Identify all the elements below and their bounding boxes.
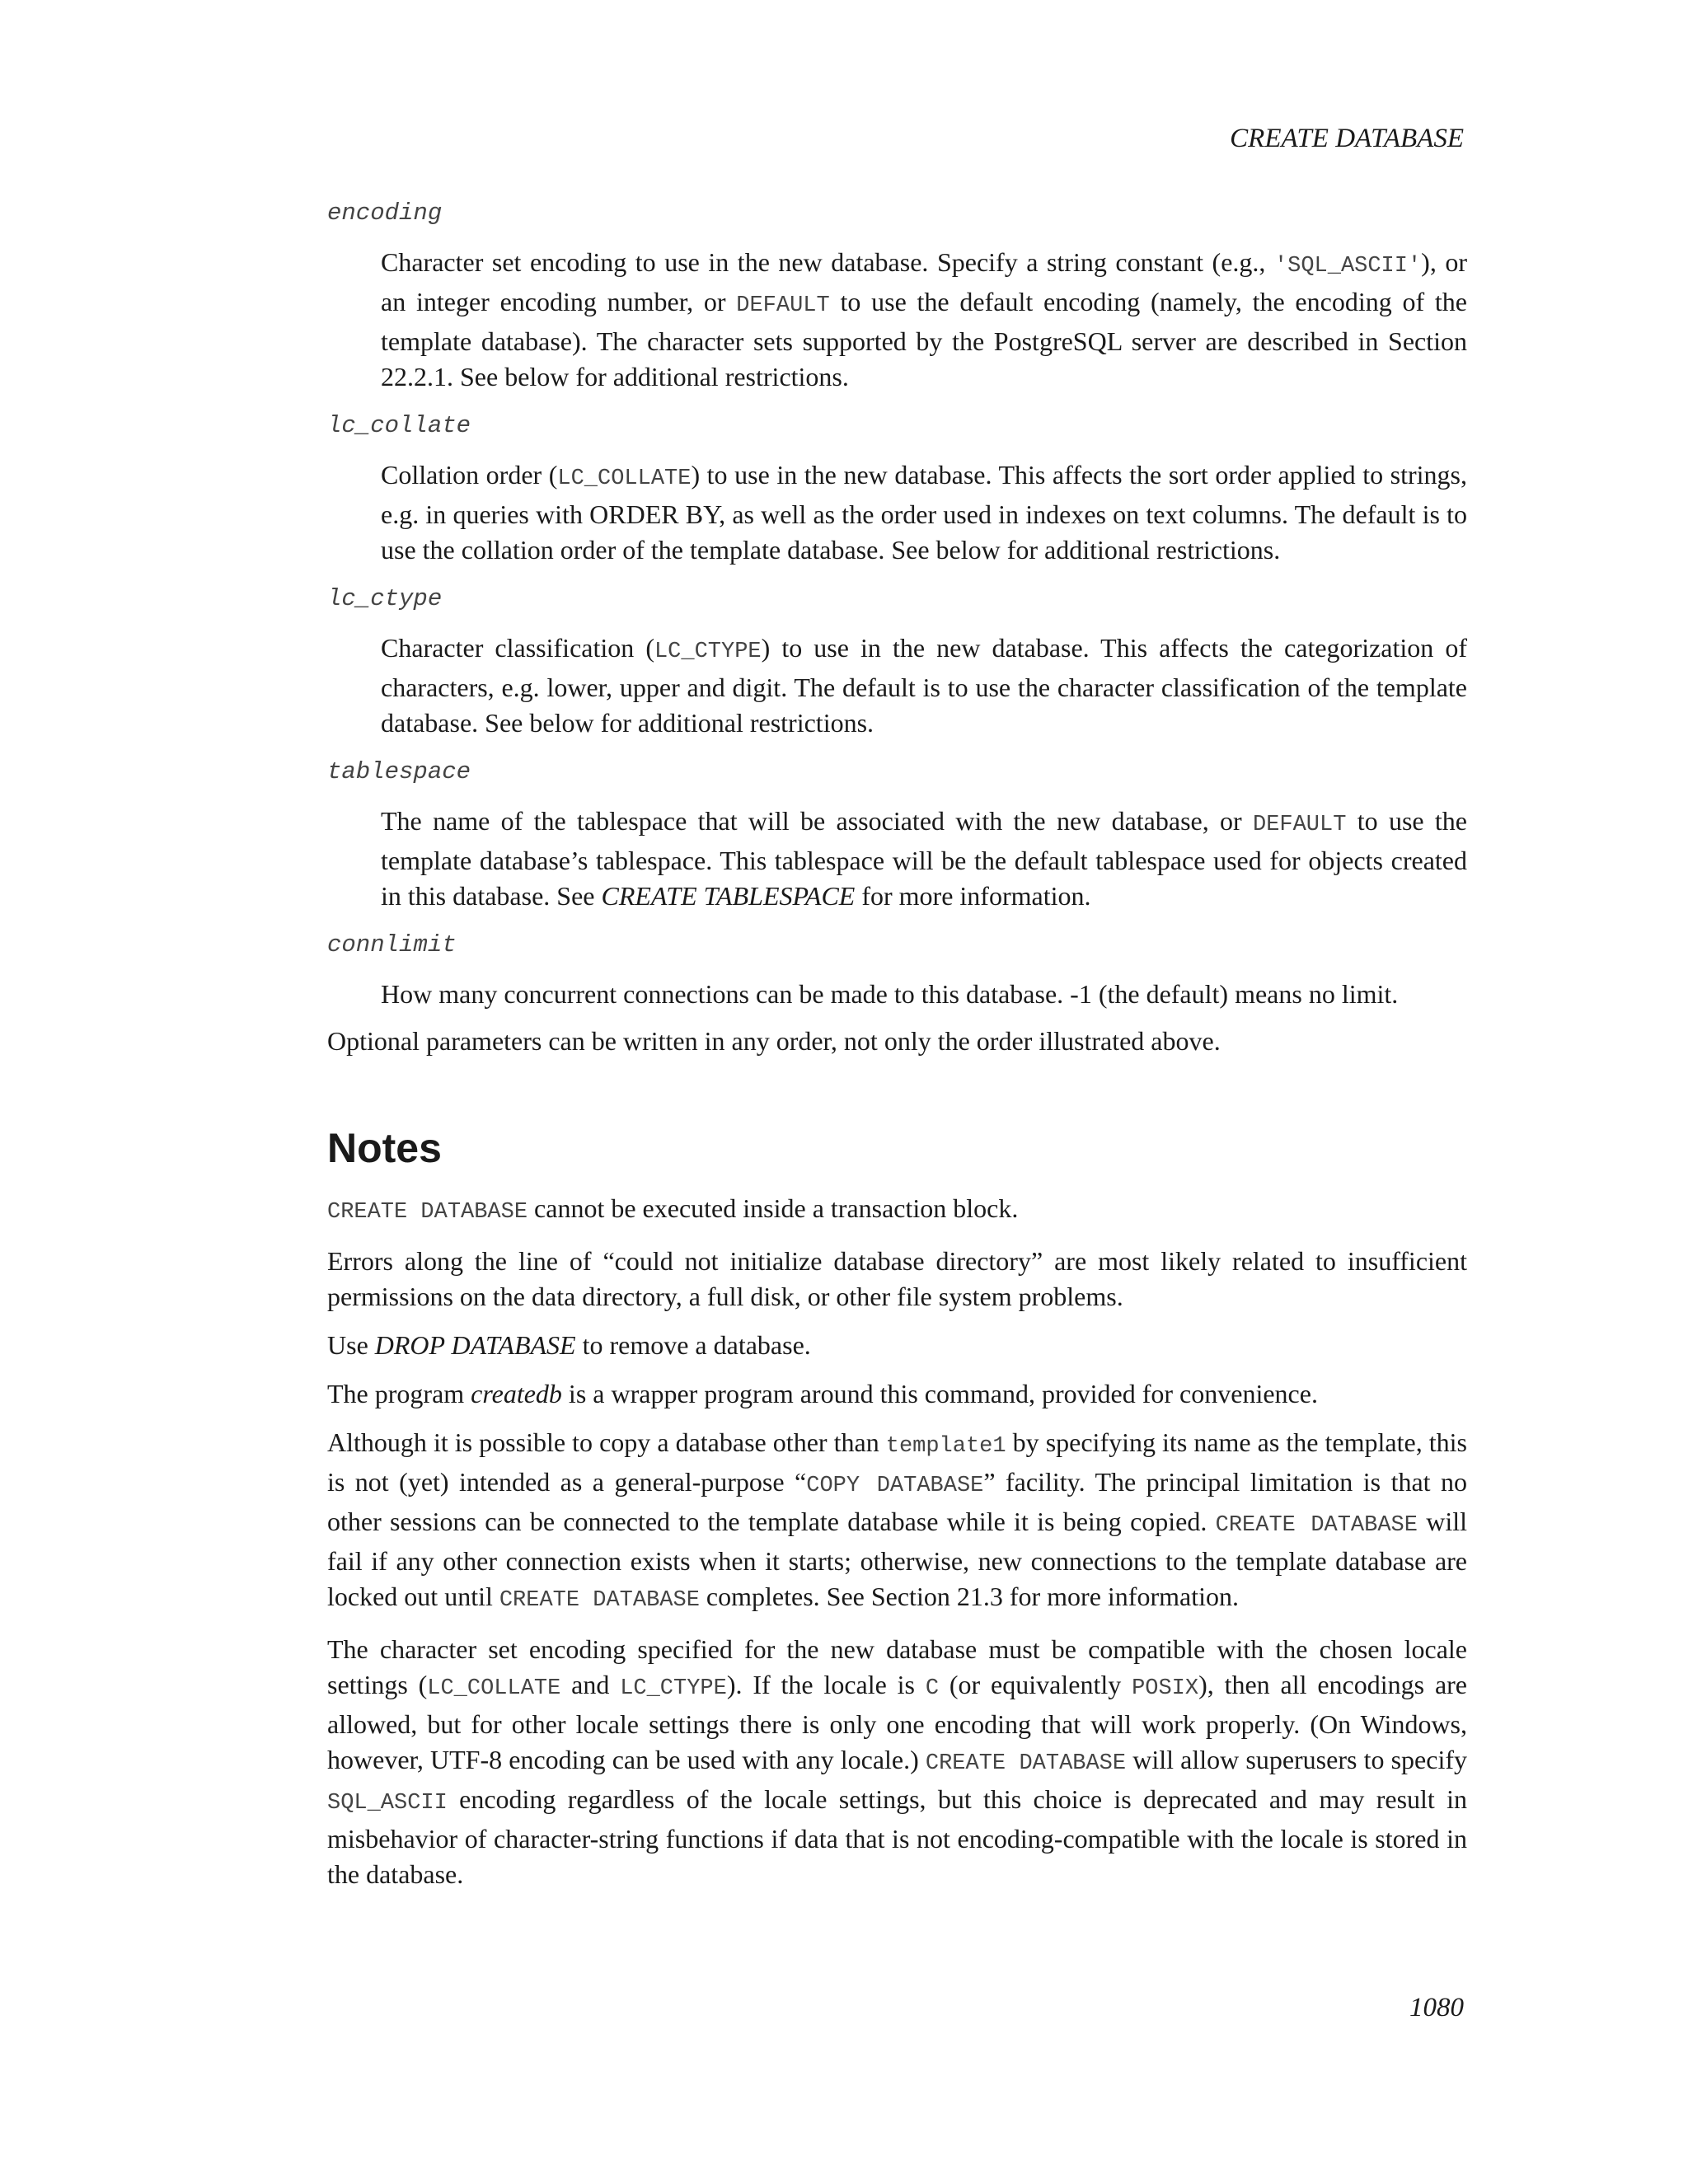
text-run: ), then all encodings are allowed, but for other locale settings there is only one encoding that will work properly. (On Windows, however, UTF-8 encoding can be used with any locale.) (327, 1670, 1467, 1774)
page-content (327, 194, 1467, 1905)
param-description (381, 804, 1467, 914)
text-run: to use the template database’s tablespace. This tablespace will be the default tablespace used for objects created in this database. See (381, 806, 1467, 911)
text-run: Character classification ( (381, 633, 654, 663)
text-run: cannot be executed inside a transaction block. (528, 1193, 1019, 1223)
text-run: by specifying its name as the template, this is not (yet) intended as a general-purpose “ (327, 1427, 1467, 1497)
notes-paragraph (327, 1328, 1467, 1363)
text-run: The name of the tablespace that will be associated with the new database, or (381, 806, 1253, 836)
inline-code: CREATE DATABASE (499, 1588, 700, 1613)
inline-code: CREATE DATABASE (1215, 1513, 1418, 1538)
text-run: for more information. (855, 881, 1091, 911)
text-run: How many concurrent connections can be made to this database. -1 (the default) means no limit. (381, 979, 1399, 1009)
text-run: to use the default encoding (namely, the encoding of the template database). The character sets supported by the PostgreSQL server are described in Section 22.2.1. See below for additional restrictions. (381, 287, 1468, 391)
text-run: The character set encoding specified for the new database must be compatible with the chosen locale settings ( (327, 1634, 1467, 1699)
inline-code: 'SQL_ASCII' (1273, 254, 1422, 279)
inline-code: LC_COLLATE (427, 1676, 561, 1701)
inline-code: template1 (885, 1434, 1006, 1459)
optional-params-note (327, 1024, 1467, 1059)
text-run: Use (327, 1330, 375, 1360)
text-run: Character set encoding to use in the new database. Specify a string constant (e.g., (381, 247, 1274, 277)
inline-code: COPY DATABASE (806, 1474, 984, 1498)
text-run: ) to use in the new database. This affects the categorization of characters, e.g. lower, upper and digit. The default is to use the character classification of the template database. See below for additional restrictions. (381, 633, 1468, 738)
inline-code: DEFAULT (736, 293, 830, 318)
inline-code: DEFAULT (1253, 813, 1347, 837)
inline-code: CREATE DATABASE (925, 1751, 1127, 1776)
notes-paragraph (327, 1632, 1467, 1892)
inline-code: SQL_ASCII (327, 1791, 448, 1816)
notes-paragraph (327, 1425, 1467, 1619)
param-description (381, 457, 1467, 568)
running-header: CREATE DATABASE (1230, 124, 1464, 153)
text-run: to remove a database. (575, 1330, 811, 1360)
italic-reference: DROP DATABASE (374, 1330, 576, 1360)
notes-paragraph (327, 1244, 1467, 1315)
text-run: ” facility. The principal limitation is that no other sessions can be connected to the template database while it is being copied. (327, 1467, 1468, 1536)
italic-reference: CREATE TABLESPACE (601, 881, 856, 911)
inline-code: C (925, 1676, 940, 1701)
param-term-connlimit: connlimit (327, 931, 457, 958)
param-description (381, 977, 1467, 1012)
inline-code: LC_CTYPE (620, 1676, 727, 1701)
parameter-list (327, 194, 1467, 1012)
inline-code: LC_CTYPE (654, 640, 762, 664)
param-description (381, 630, 1467, 741)
text-run: Collation order ( (381, 460, 558, 490)
inline-code: CREATE DATABASE (327, 1200, 528, 1225)
text-run: is a wrapper program around this command, provided for convenience. (561, 1379, 1318, 1408)
text-run: The program (327, 1379, 471, 1408)
param-term-lc-ctype: lc_ctype (327, 585, 443, 612)
italic-reference: createdb (471, 1379, 562, 1408)
text-run: will allow superusers to specify (1126, 1745, 1468, 1774)
text-run: Errors along the line of “could not initialize database directory” are most likely related to insufficient permissions on the data directory, a full disk, or other file system problems. (327, 1246, 1467, 1311)
text-run: encoding regardless of the locale settings, but this choice is deprecated and may result in misbehavior of character-string functions if data that is not encoding-compatible with the locale is stored in the database. (327, 1784, 1467, 1889)
notes-section (327, 1191, 1467, 1892)
inline-code: LC_COLLATE (557, 466, 692, 491)
page-number: 1080 (1409, 1993, 1464, 2022)
param-term-encoding: encoding (327, 199, 443, 227)
text-run: will fail if any other connection exists when it starts; otherwise, new connections to the template database are locked out until (327, 1507, 1468, 1611)
text-run: and (560, 1670, 621, 1699)
inline-code: POSIX (1132, 1676, 1199, 1701)
text-run: ) to use in the new database. This affects the sort order applied to strings, e.g. in queries with ORDER BY, as well as the order used in indexes on text columns. The default is to use the collation order of the template database. See below for additional restrictions. (381, 460, 1467, 565)
param-term-lc-collate: lc_collate (327, 412, 471, 439)
text-run: ), or an integer encoding number, or (381, 247, 1468, 316)
text-run: Optional parameters can be written in any order, not only the order illustrated above. (327, 1026, 1221, 1056)
section-heading-notes: Notes (327, 1125, 442, 1171)
notes-paragraph (327, 1191, 1467, 1230)
text-run: ). If the locale is (726, 1670, 926, 1699)
notes-paragraph (327, 1376, 1467, 1412)
text-run: Although it is possible to copy a database other than (327, 1427, 886, 1457)
param-term-tablespace: tablespace (327, 758, 471, 785)
text-run: completes. See Section 21.3 for more information. (699, 1582, 1239, 1611)
text-run: (or equivalently (939, 1670, 1132, 1699)
param-description (381, 245, 1467, 395)
